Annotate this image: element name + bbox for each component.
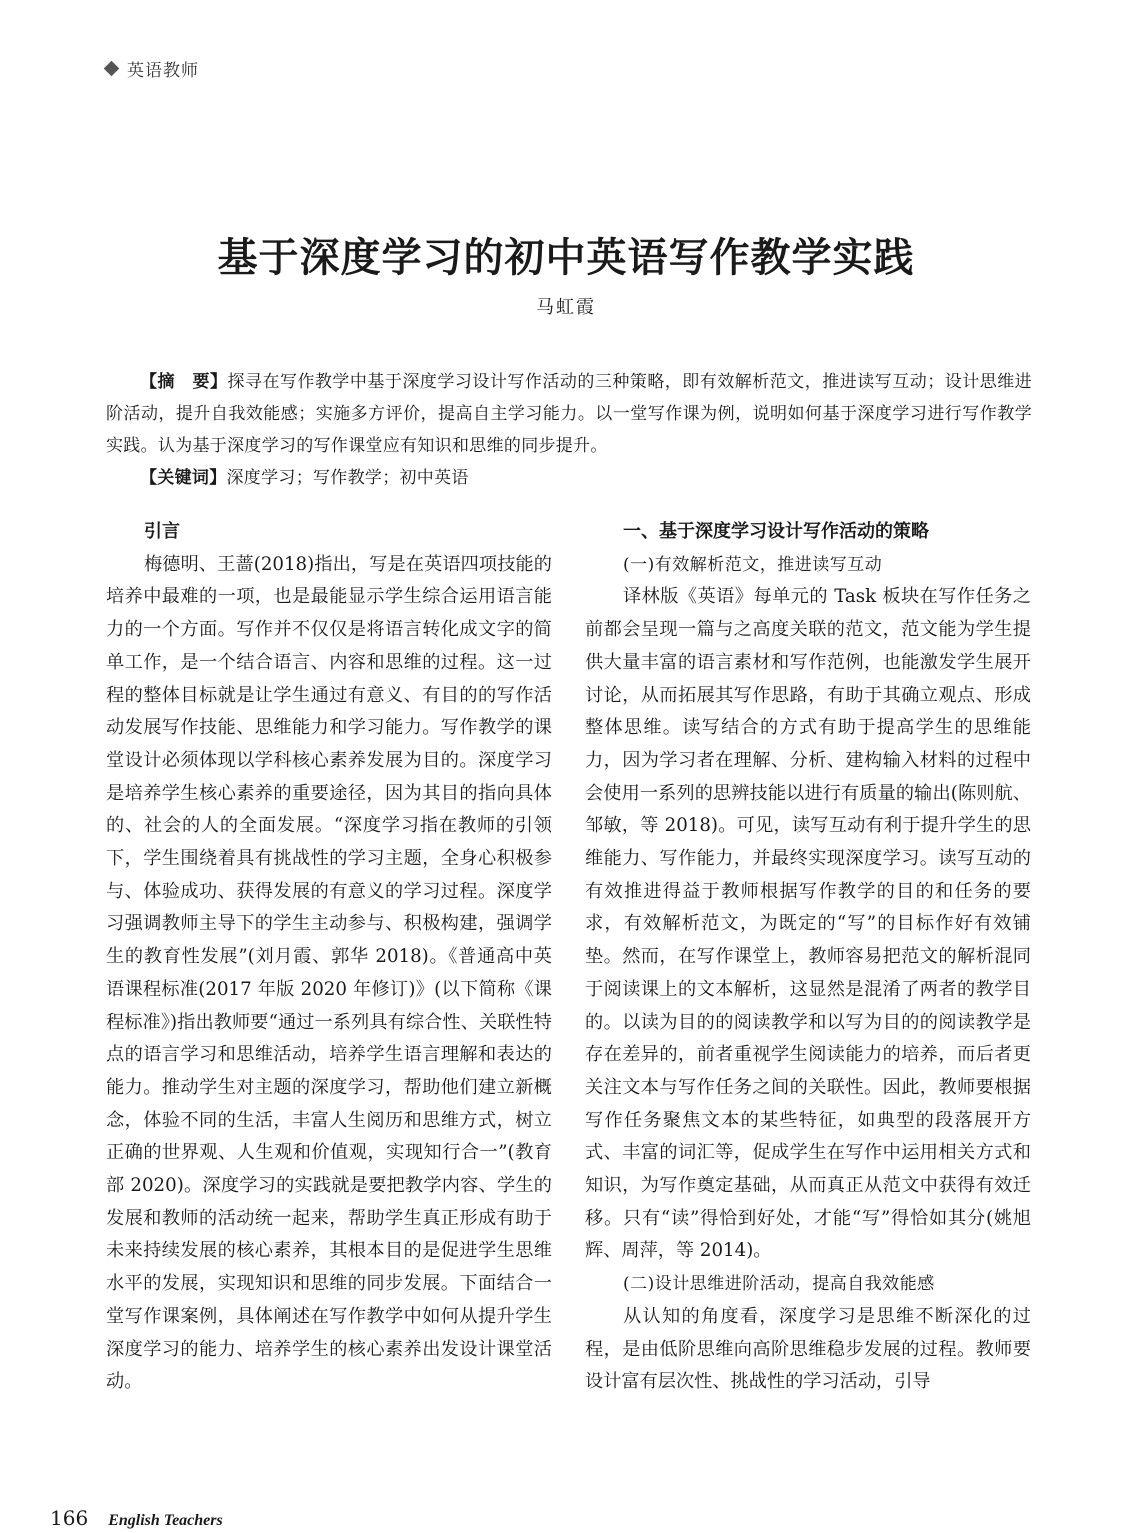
right-column [585,516,1031,1399]
abstract-block [106,366,1032,494]
subheading-1: (一)有效解析范文，推进读写互动 [623,554,883,575]
abstract [106,366,1032,462]
intro-heading: 引言 [144,521,180,542]
abstract-text: 探寻在写作教学中基于深度学习设计写作活动的三种策略，即有效解析范文，推进读写互动；设计思维进阶活动，提升自我效能感；实施多方评价，提高自主学习能力。以一堂写作课为例，说明如何基于深度学习进行写作教学实践。认为基于深度学习的写作课堂应有知识和思维的同步提升。 [106,372,1032,456]
left-column [106,516,552,1399]
diamond-icon [104,61,120,77]
article-title: 基于深度学习的初中英语写作教学实践 [217,234,915,281]
keywords-label: 【关键词】 [140,468,227,488]
subheading-2: (二)设计思维进阶活动，提高自我效能感 [623,1274,935,1295]
body-paragraph-2: 从认知的角度看，深度学习是思维不断深化的过程，是由低阶思维向高阶思维稳步发展的过程。教师要设计富有层次性、挑战性的学习活动，引导 [585,1305,1031,1393]
page-number: 166 [50,1506,89,1530]
keywords-text: 深度学习；写作教学；初中英语 [226,468,469,488]
intro-paragraph: 梅德明、王蔷(2018)指出，写是在英语四项技能的培养中最难的一项，也是最能显示学生综合运用语言能力的一个方面。写作并不仅仅是将语言转化成文字的简单工作，是一个结合语言、内容和思维的过程。这一过程的整体目标就是让学生通过有意义、有目的的写作活动发展写作技能、思维能力和学习能力。写作教学的课堂设计必须体现以学科核心素养发展为目的。深度学习是培养学生核心素养的重要途径，因为其目的指向具体的、社会的人的全面发展。“深度学习指在教师的引领下，学生围绕着具有挑战性的学习主题，全身心积极参与、体验成功、获得发展的有意义的学习过程。深度学习强调教师主导下的学生主动参与、积极构建，强调学生的教育性发展”(刘月霞、郭华 2018)。《普通高中英语课程标准(2017 年版 2020 年修订)》(以下简称《课程标准》)指出教师要“通过一系列具有综合性、关联性特点的语言学习和思维活动，培养学生语言理解和表达的能力。推动学生对主题的深度学习，帮助他们建立新概念，体验不同的生活，丰富人生阅历和思维方式，树立正确的世界观、人生观和价值观，实现知行合一”(教育部 2020)。深度学习的实践就是要把教学内容、学生的发展和教师的活动统一起来，帮助学生真正形成有助于未来持续发展的核心素养，其根本目的是促进学生思维水平的发展，实现知识和思维的同步发展。下面结合一堂写作课案例，具体阐述在写作教学中如何从提升学生深度学习的能力、培养学生的核心素养出发设计课堂活动。 [106,553,552,1393]
running-head [106,56,199,81]
page-footer [50,1506,223,1530]
abstract-label: 【摘 要】 [140,372,228,392]
running-head-text: 英语教师 [127,61,199,81]
author-name: 马虹霞 [536,297,596,318]
body-paragraph-1: 译林版《英语》每单元的 Task 板块在写作任务之前都会呈现一篇与之高度关联的范文，范文能为学生提供大量丰富的语言素材和写作范例，也能激发学生展开讨论，从而拓展其写作思路，有助于其确立观点、形成整体思维。读写结合的方式有助于提高学生的思维能力，因为学习者在理解、分析、建构输入材料的过程中会使用一系列的思辨技能以进行有质量的输出(陈则航、邹敏，等 2018)。可见，读写互动有利于提升学生的思维能力、写作能力，并最终实现深度学习。读写互动的有效推进得益于教师根据写作教学的目的和任务的要求，有效解析范文，为既定的“写”的目标作好有效铺垫。然而，在写作课堂上，教师容易把范文的解析混同于阅读课上的文本解析，这显然是混淆了两者的教学目的。以读为目的的阅读教学和以写为目的的阅读教学是存在差异的，前者重视学生阅读能力的培养，而后者更关注文本与写作任务之间的关联性。因此，教师要根据写作任务聚焦文本的某些特征，如典型的段落展开方式、丰富的词汇等，促成学生在写作中运用相关方式和知识，为写作奠定基础，从而真正从范文中获得有效迁移。只有“读”得恰到好处，才能“写”得恰如其分(姚旭辉、周萍，等 2014)。 [585,586,1031,1262]
keywords [106,462,1032,494]
journal-name: English Teachers [108,1512,223,1529]
section-heading: 一、基于深度学习设计写作活动的策略 [623,521,929,542]
